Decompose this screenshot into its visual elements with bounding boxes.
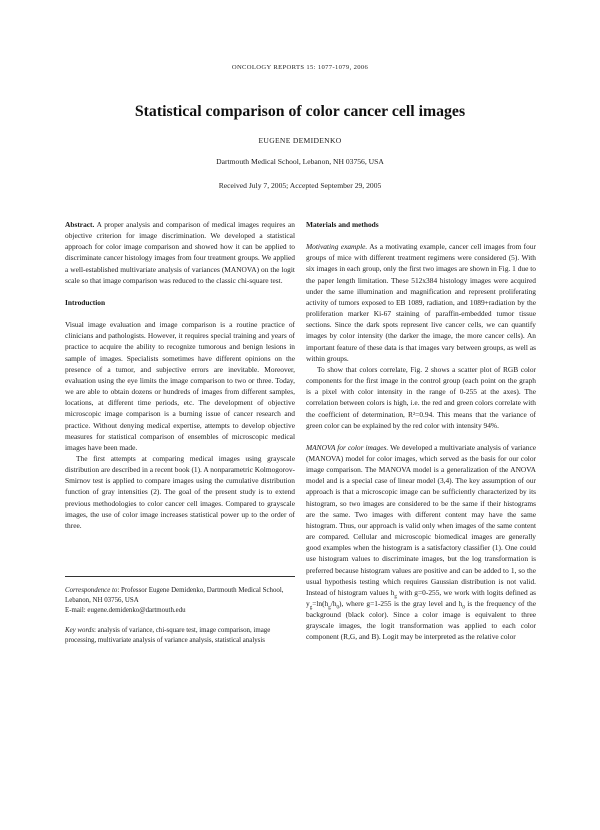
author-name: EUGENE DEMIDENKO [258,136,342,145]
journal-header: ONCOLOGY REPORTS 15: 1077-1079, 2006 [231,64,369,71]
footnotes [65,586,295,646]
motivating-example-paragraph [306,241,536,364]
author-affiliation: Dartmouth Medical School, Lebanon, NH 03756, USA [216,157,384,166]
article-title: Statistical comparison of color cancer cell images [134,103,466,120]
manova-text-e: ), where g=1-255 is the gray level and h [339,599,463,608]
subscript-g-3: g [328,605,331,611]
abstract [65,219,295,286]
correspondence-note [65,586,295,617]
manova-text-b: with g=0-255, we work with logits defined as y [306,587,536,608]
right-column [306,219,536,643]
keywords-note [65,626,295,646]
correspondence-email: E-mail: eugene.demidenko@dartmouth.edu [65,607,186,615]
correspondence-label: Correspondence to [65,587,118,595]
abstract-label: Abstract. [65,220,95,229]
abstract-text: A proper analysis and comparison of medical images requires an objective criterion for image discrimination. We developed a statistical approach for color image comparison and showed how it can be applied to discriminate cancer histology images from four treatment groups. We applied a well-established multivariate analysis of variances (MANOVA) on the logit scale so that image comparison was reduced to the classic chi-square test. [65,220,295,285]
methods-heading: Materials and methods [306,220,379,229]
manova-paragraph [306,442,536,643]
manova-text-d: /h [330,599,337,608]
manova-text-a: We developed a multivariate analysis of variance (MANOVA) model for color images, which served as the basis for our color image comparison. The MANOVA model is a generalization of the ANOVA model and is a special case of linear model (3,4). The key assumption of our approach is that a microscopic image can be sufficiently characterized by its histogram, so two images are considered to be the same if their histograms are the same. Two images with different content may have the same histogram. Thus, our approach is valid only when images of the same content are compared. Cellular and microscopic biomedical images are generally good examples when the histogram is a satisfactory classifier (1). One could use histogram values to discriminate images, but the log transformation is preferred because histogram values are positive and can be added to 1, so the usual hypothesis testing which requires Gaussian distribution is not valid. Instead of histogram values h [306,442,537,597]
correspondence-text: : Professor Eugene Demidenko, Dartmouth Medical School, Lebanon, NH 03756, USA [65,587,284,605]
subscript-0-2: 0 [462,605,465,611]
introduction-paragraph-2: The first attempts at comparing medical images using grayscale distribution are described in a recent book (1). A nonparametric Kolmogorov-Smirnov test is applied to compare images using the cumulative distribution function of gray intensities (2). The goal of the present study is to extend previous methodologies to color cancer cell images. Compared to grayscale images, the use of color image increases statistical power up to the order of three. [65,453,295,530]
manova-text-c: =ln(h [312,599,329,608]
motivating-example-label: Motivating example. [306,242,368,252]
left-column [65,219,295,646]
footnote-divider [65,576,295,577]
subscript-g-2: g [309,605,313,611]
manova-text-f: is the frequency of the background (black color). Since a color image is equivalent to three grayscale images, the logit transformation was applied to each color component (R,G, and B). Logit may be interpreted as the relative color [306,599,536,642]
manova-label: MANOVA for color images. [306,442,389,452]
subscript-g-1: g [394,594,397,600]
introduction-paragraph-1: Visual image evaluation and image comparison is a routine practice of clinicians and pathologists. However, it requires special training and years of practice to acquire the ability to recognize tumorous and benign lesions in sample of images. Specialists sometimes have different opinions on the presence of a tumor, and subjective errors are inevitable. Moreover, evaluation using the eye limits the image comparison to two or three. Today, we are able to obtain dozens or hundreds of images from different samples, locations, at different time periods, etc. The development of objective microscopic image comparison is a burning issue of cancer research and practice. Without denying medical expertise, attempts to develop objective measures for statistical comparison of ensembles of microscopic medical images have been made. [65,320,295,452]
introduction-heading: Introduction [65,297,106,307]
subscript-0-1: 0 [336,605,340,611]
received-dates: Received July 7, 2005; Accepted September 29, 2005 [218,181,382,190]
motivating-example-text: As a motivating example, cancer cell images from four groups of mice with different treatment regimens were considered (5). With six images in each group, only the first two images are shown in Fig. 1 due to the paper length limitation. These 512x384 histology images were acquired under the same illumination and magnification and represent proliferating activity of tumors exposed to EB 1089, radiation, and 1089+radiation by the proliferation marker Ki-67 staining of paraffin-embedded tumor tissue sections. Since the dark spots represent live cancer cells, we can quantify images by color intensity (the darker the image, the more cancer cells). An important feature of these data is that images vary between groups, as well as within groups. [306,242,536,363]
keywords-text: : analysis of variance, chi-square test, image comparison, image processing, multivariate analysis of variance analysis, statistical analysis [65,626,271,644]
correlation-paragraph: To show that colors correlate, Fig. 2 shows a scatter plot of RGB color components for the first image in the control group (each point on the graph is a pixel with color intensity in the range of 0-255 at the axes). The correlation between colors is high, i.e. the red and green colors correlate with the coefficient of determination, R²=0.94. This means that the variance of green color can be explained by the red color with intensity 94%. [306,364,536,430]
keywords-label: Key words [65,626,95,634]
